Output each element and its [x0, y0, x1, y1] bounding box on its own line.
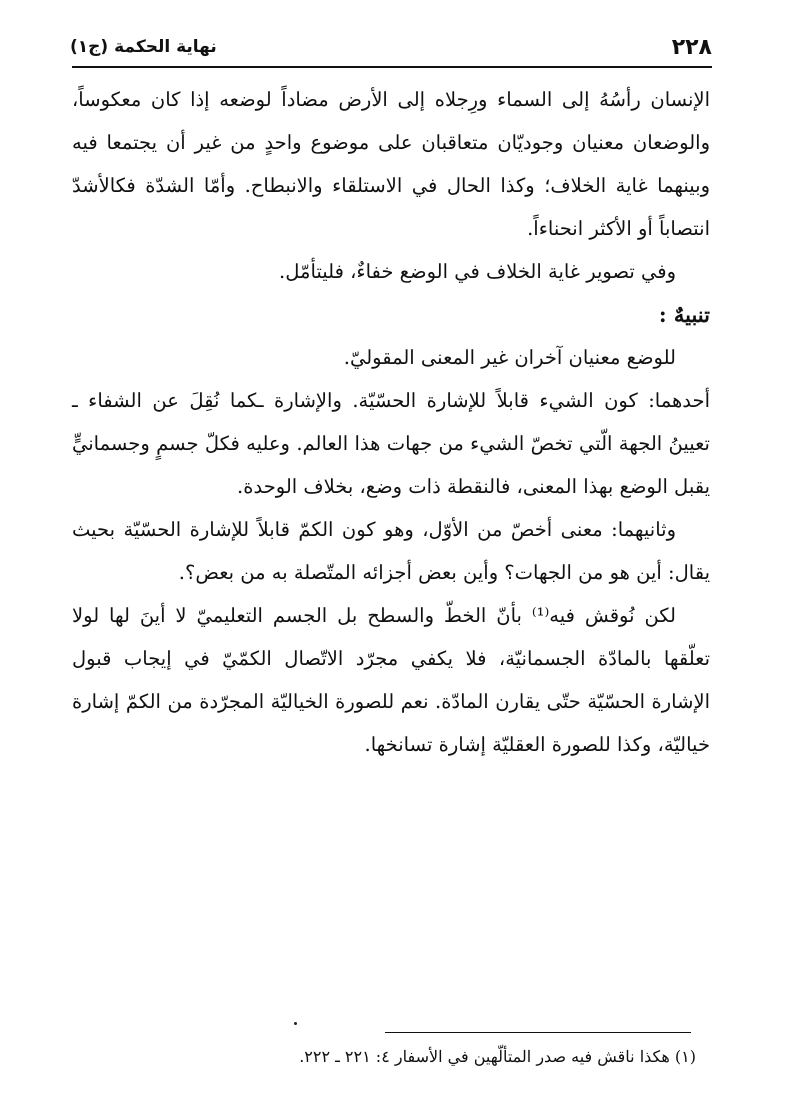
page-number: ٢٢٨ — [671, 34, 712, 60]
stray-dot — [294, 1022, 297, 1025]
paragraph-3: للوضع معنيان آخران غير المعنى المقوليّ. — [343, 346, 676, 369]
paragraph-6: لكن نُوقش فيه⁽¹⁾ بأنّ الخطّ والسطح بل الجسم التعليميّ لا أينَ لها لولا تعلّقها بالمادّة الجسمانيّة، فلا يكفي مجرّد الاتّصال الكمّيّ في إيجاب قبول الإشارة الحسّيّة حتّى يقارن المادّة. نعم للصورة الخياليّة المجرّدة من الكمّ إشارة خياليّة، وكذا للصورة العقليّة إشارة تسانخها. — [72, 604, 710, 756]
page-header — [70, 30, 712, 64]
footnote: (١) هكذا ناقش فيه صدر المتألّهين في الأسفار ٤: ٢٢١ ـ ٢٢٢. — [299, 1047, 696, 1066]
running-title: نهاية الحكمة (ج١) — [70, 37, 217, 57]
body-text — [72, 78, 710, 766]
header-rule — [72, 66, 712, 68]
footnote-rule — [385, 1032, 691, 1033]
paragraph-5: وثانيهما: معنى أخصّ من الأوّل، وهو كون الكمّ قابلاً للإشارة الحسّيّة بحيث يقال: أين هو من الجهات؟ وأين بعض أجزائه المتّصلة به من بعض؟. — [72, 518, 710, 584]
section-heading: تنبيهٌ : — [658, 302, 710, 327]
paragraph-2: وفي تصوير غاية الخلاف في الوضع خفاءٌ، فليتأمّل. — [279, 260, 676, 283]
paragraph-4: أحدهما: كون الشيء قابلاً للإشارة الحسّيّة. والإشارة ـكما نُقِلَ عن الشفاء ـ تعيينُ الجهة الّتي تخصّ الشيء من جهات هذا العالم. وعليه فكلّ جسمٍ وجسمانيٍّ يقبل الوضع بهذا المعنى، فالنقطة ذات وضع، بخلاف الوحدة. — [72, 389, 710, 498]
paragraph-1: الإنسان رأسُهُ إلى السماء ورِجلاه إلى الأرض مضاداً لوضعه إذا كان معكوساً، والوضعان معنيان وجوديّان متعاقبان على موضوع واحدٍ من غير أن يجتمعا فيه وبينهما غاية الخلاف؛ وكذا الحال في الاستلقاء والانبطاح. وأمّا الشدّة فكالأشدّ انتصاباً أو الأكثر انحناءاً. — [72, 88, 710, 240]
